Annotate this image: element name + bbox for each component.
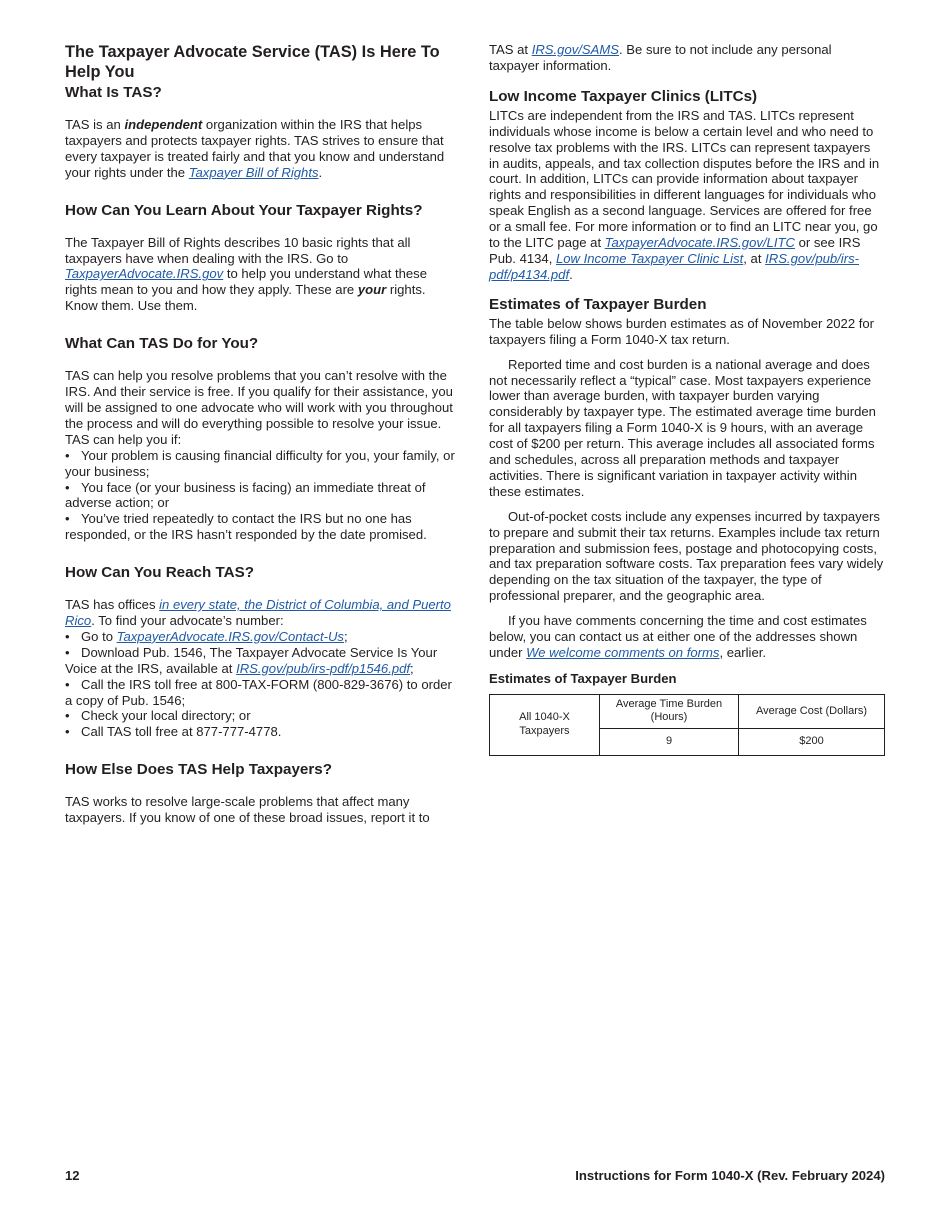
list-item: • You’ve tried repeatedly to contact the IRS but no one has responded, or the IRS hasn’t responded by the date promised. — [65, 511, 427, 543]
taxpayer-advocate-link[interactable]: TaxpayerAdvocate.IRS.gov — [65, 266, 224, 282]
what-can-tas-do-heading: What Can TAS Do for You? — [65, 335, 259, 353]
list-item: • Go to TaxpayerAdvocate.IRS.gov/Contact-Us; — [65, 628, 348, 644]
what-is-tas-heading: What Is TAS? — [65, 84, 162, 101]
litc-list-link[interactable]: Low Income Taxpayer Clinic List — [555, 250, 744, 266]
list-item: • Call the IRS toll free at 800-TAX-FORM (800-829-3676) to order a copy of Pub. 1546; — [65, 676, 452, 708]
time-value-cell: 9 — [600, 728, 739, 755]
left-column — [65, 42, 460, 826]
page-number: 12 — [65, 1168, 80, 1183]
taxpayer-bill-of-rights-link[interactable]: Taxpayer Bill of Rights — [188, 164, 319, 180]
what-is-tas-paragraph: TAS is an independent organization within the IRS that helps taxpayers and protects taxpayer rights. TAS strives to ensure that every taxpayer is treated fairly and that you know and understand your rights under the Taxpayer Bill of Rights. — [65, 117, 445, 180]
cost-value-cell: $200 — [739, 728, 885, 755]
estimates-paragraph-2: Reported time and cost burden is a national average and does not necessarily reflect a “typical” case. Most taxpayers experience lower than average burden, with taxpayer burden varying considerably by taxpayer type. The estimated average time burden for all taxpayers filing a Form 1040-X is 9 hours, with an average cost of $200 per return. This average includes all associated forms and schedules, across all preparation methods and taxpayer activities. There is significant variation in taxpayer activity within these estimates. — [489, 356, 876, 499]
reach-tas-heading: How Can You Reach TAS? — [65, 564, 255, 582]
litc-link[interactable]: TaxpayerAdvocate.IRS.gov/LITC — [604, 235, 795, 251]
estimates-heading: Estimates of Taxpayer Burden — [489, 295, 707, 313]
continued-paragraph: TAS at IRS.gov/SAMS. Be sure to not include any personal taxpayer information. — [489, 42, 832, 73]
learn-rights-heading: How Can You Learn About Your Taxpayer Rights? — [65, 201, 423, 219]
reach-tas-list — [65, 629, 460, 740]
else-help-paragraph: TAS works to resolve large-scale problems that affect many taxpayers. If you know of one of these broad issues, report it to — [65, 794, 430, 826]
contact-us-link[interactable]: TaxpayerAdvocate.IRS.gov/Contact-Us — [116, 628, 344, 644]
table-title: Estimates of Taxpayer Burden — [489, 670, 677, 686]
estimates-paragraph-1: The table below shows burden estimates as of November 2022 for taxpayers filing a Form 1040-X tax return. — [489, 315, 875, 347]
estimates-paragraph-4: If you have comments concerning the time and cost estimates below, you can contact us at either one of the addresses shown under We welcome comments on forms, earlier. — [489, 613, 867, 660]
p4134-link[interactable]: IRS.gov/pub/irs-pdf/p4134.pdf — [489, 250, 859, 282]
list-item: • Your problem is causing financial difficulty for you, your family, or your business; — [65, 447, 455, 479]
list-item: • Download Pub. 1546, The Taxpayer Advocate Service Is Your Voice at the IRS, available at IRS.gov/pub/irs-pdf/p1546.pdf; — [65, 644, 438, 676]
welcome-comments-link[interactable]: We welcome comments on forms — [526, 645, 720, 660]
right-column — [489, 42, 884, 756]
sams-link[interactable]: IRS.gov/SAMS — [531, 42, 620, 57]
time-header-cell: Average Time Burden (Hours) — [600, 694, 739, 728]
p1546-link[interactable]: IRS.gov/pub/irs-pdf/p1546.pdf — [236, 660, 411, 676]
list-item: • Check your local directory; or — [65, 708, 251, 724]
table-row — [490, 694, 885, 728]
burden-table — [489, 694, 885, 756]
row-label-cell: All 1040-X Taxpayers — [490, 694, 600, 755]
form-title-footer: Instructions for Form 1040-X (Rev. February 2024) — [575, 1168, 885, 1183]
litc-heading: Low Income Taxpayer Clinics (LITCs) — [489, 87, 758, 105]
tas-help-list — [65, 448, 460, 543]
cost-header-cell: Average Cost (Dollars) — [739, 694, 885, 728]
estimates-paragraph-3: Out-of-pocket costs include any expenses incurred by taxpayers to prepare and submit their tax returns. Examples include tax return preparation and submission fees, postage and photocopying costs, and tax preparation software costs. Tax preparation fees vary widely depending on the tax situation of the taxpayer, the type of professional preparer, and the geographic area. — [489, 508, 884, 604]
else-help-heading: How Else Does TAS Help Taxpayers? — [65, 761, 332, 779]
what-can-tas-do-paragraph: TAS can help you resolve problems that you can’t resolve with the IRS. And their service is free. If you qualify for their assistance, you will be assigned to one advocate who will work with you throughout the process and will do everything possible to resolve your issue. TAS can help you if: — [65, 368, 453, 447]
learn-rights-paragraph: The Taxpayer Bill of Rights describes 10 basic rights that all taxpayers have when dealing with the IRS. Go to TaxpayerAdvocate.IRS.gov to help you understand what these rights mean to you and how they apply. These are your rights. Know them. Use them. — [65, 234, 428, 314]
list-item: • Call TAS toll free at 877-777-4778. — [65, 724, 282, 740]
litc-paragraph: LITCs are independent from the IRS and TAS. LITCs represent individuals whose income is below a certain level and who need to resolve tax problems with the IRS. LITCs can represent taxpayers in audits, appeals, and tax collection disputes before the IRS and in court. In addition, LITCs can provide information about taxpayer rights and responsibilities in different languages for individuals who speak English as a second language. Services are offered for free or a small fee. For more information or to find an LITC near you, go to the LITC page at TaxpayerAdvocate.IRS.gov/LITC or see IRS Pub. 4134, Low Income Taxpayer Clinic List, at IRS.gov/pub/irs-pdf/p4134.pdf. — [489, 107, 880, 282]
tas-offices-link[interactable]: in every state, the District of Columbia, and Puerto Rico — [65, 597, 451, 629]
reach-tas-paragraph: TAS has offices in every state, the District of Columbia, and Puerto Rico. To find your advocate’s number: — [65, 597, 451, 629]
list-item: • You face (or your business is facing) an immediate threat of adverse action; or — [65, 479, 426, 511]
section-title: The Taxpayer Advocate Service (TAS) Is Here To Help You — [65, 43, 440, 81]
